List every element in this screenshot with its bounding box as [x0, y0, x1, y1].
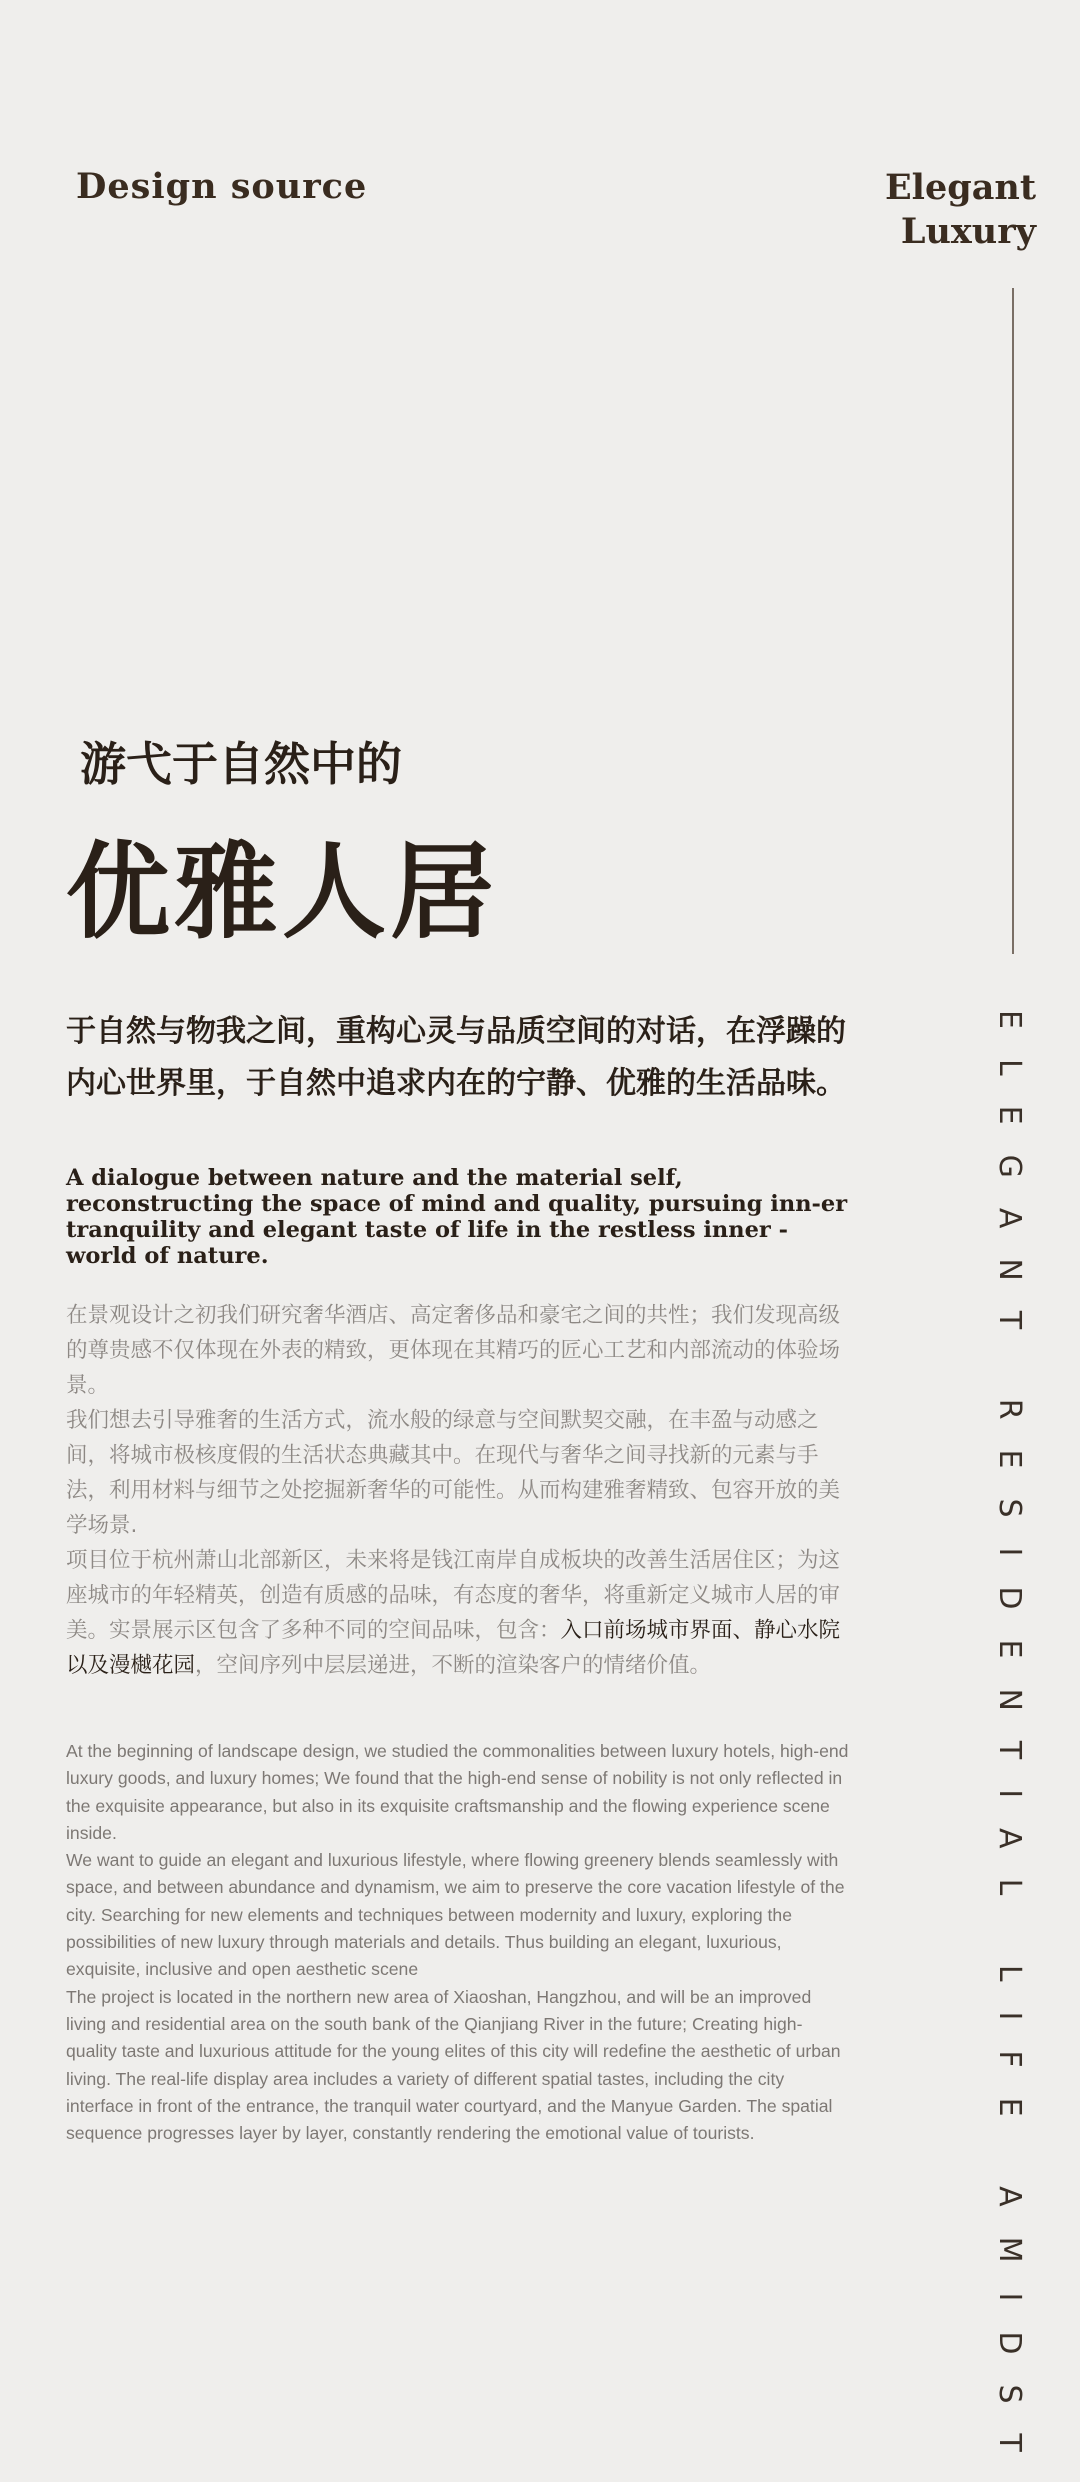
- vertical-divider: [1012, 288, 1014, 954]
- body-text-cn: [66, 1298, 852, 1683]
- page-subtitle: 游弋于自然中的: [80, 737, 402, 791]
- brand-label-line2: Luxury: [900, 211, 1036, 252]
- body-en-paragraph-1: At the beginning of landscape design, we studied the commonalities between luxury hotels, high-end luxury goods, and luxury homes; We found that the high-end sense of nobility is not only reflected in the exquisite appearance, but also in its exquisite craftsmanship and the flowing experience scene inside.: [66, 1741, 849, 1843]
- body-cn-paragraph-2: 我们想去引导雅奢的生活方式，流水般的绿意与空间默契交融，在丰盈与动感之间，将城市极核度假的生活状态典藏其中。在现代与奢华之间寻找新的元素与手法，利用材料与细节之处挖掘新奢华的可能性。从而构建雅奢精致、包容开放的美学场景.: [66, 1408, 841, 1538]
- page-title: 优雅人居: [66, 830, 499, 953]
- body-en-paragraph-2: We want to guide an elegant and luxurious lifestyle, where flowing greenery blends seamlessly with space, and between abundance and dynamism, we aim to preserve the core vacation lifestyle of the city. Searching for new elements and techniques between modernity and luxury, exploring the possibilities of new luxury through materials and details. Thus building an elegant, luxurious, exquisite, inclusive and open aesthetic scene: [66, 1850, 845, 1980]
- lead-paragraph-cn: 于自然与物我之间，重构心灵与品质空间的对话，在浮躁的内心世界里，于自然中追求内在的宁静、优雅的生活品味。: [66, 1014, 846, 1101]
- lead-paragraph-en: A dialogue between nature and the material self, reconstructing the space of mind and quality, pursuing inn-er tranquility and elegant taste of life in the restless inner -world of nature.: [66, 1165, 848, 1269]
- side-vertical-text: ELEGANT RESIDENTIAL LIFE AMIDST: [992, 1010, 1027, 2482]
- section-label: Design source: [76, 166, 368, 207]
- brand-label: [885, 166, 1036, 254]
- body-text-en: [66, 1738, 852, 2147]
- body-en-paragraph-3: The project is located in the northern new area of Xiaoshan, Hangzhou, and will be an improved living and residential area on the south bank of the Qianjiang River in the future; Creating high-quality taste and luxurious attitude for the young elites of this city will redefine the aesthetic of urban living. The real-life display area includes a variety of different spatial tastes, including the city interface in front of the entrance, the tranquil water courtyard, and the Manyue Garden. The spatial sequence progresses layer by layer, constantly rendering the emotional value of tourists.: [66, 1986, 841, 2144]
- body-cn-paragraph-3-end: ，空间序列中层层递进，不断的渲染客户的情绪价值。: [195, 1653, 712, 1678]
- brand-label-line1: Elegant: [884, 167, 1036, 208]
- body-cn-paragraph-1: 在景观设计之初我们研究奢华酒店、高定奢侈品和豪宅之间的共性；我们发现高级的尊贵感不仅体现在外表的精致，更体现在其精巧的匠心工艺和内部流动的体验场景。: [66, 1303, 841, 1398]
- body-cn-paragraph-3-start: 项目位于杭州萧山北部新区，未来将是钱江南岸自成板块的改善生活居住区；为这座城市的年轻精英，创造有质感的品味，有态度的奢华，将重新定义城市人居的审美。实景展示区包含了多种不同的空间品味，包含：: [66, 1548, 841, 1643]
- body-cn-paragraph-3: [66, 1543, 852, 1683]
- highlighted-spaces: 入口前场城市界面、静心水院以及漫樾花园: [66, 1618, 841, 1678]
